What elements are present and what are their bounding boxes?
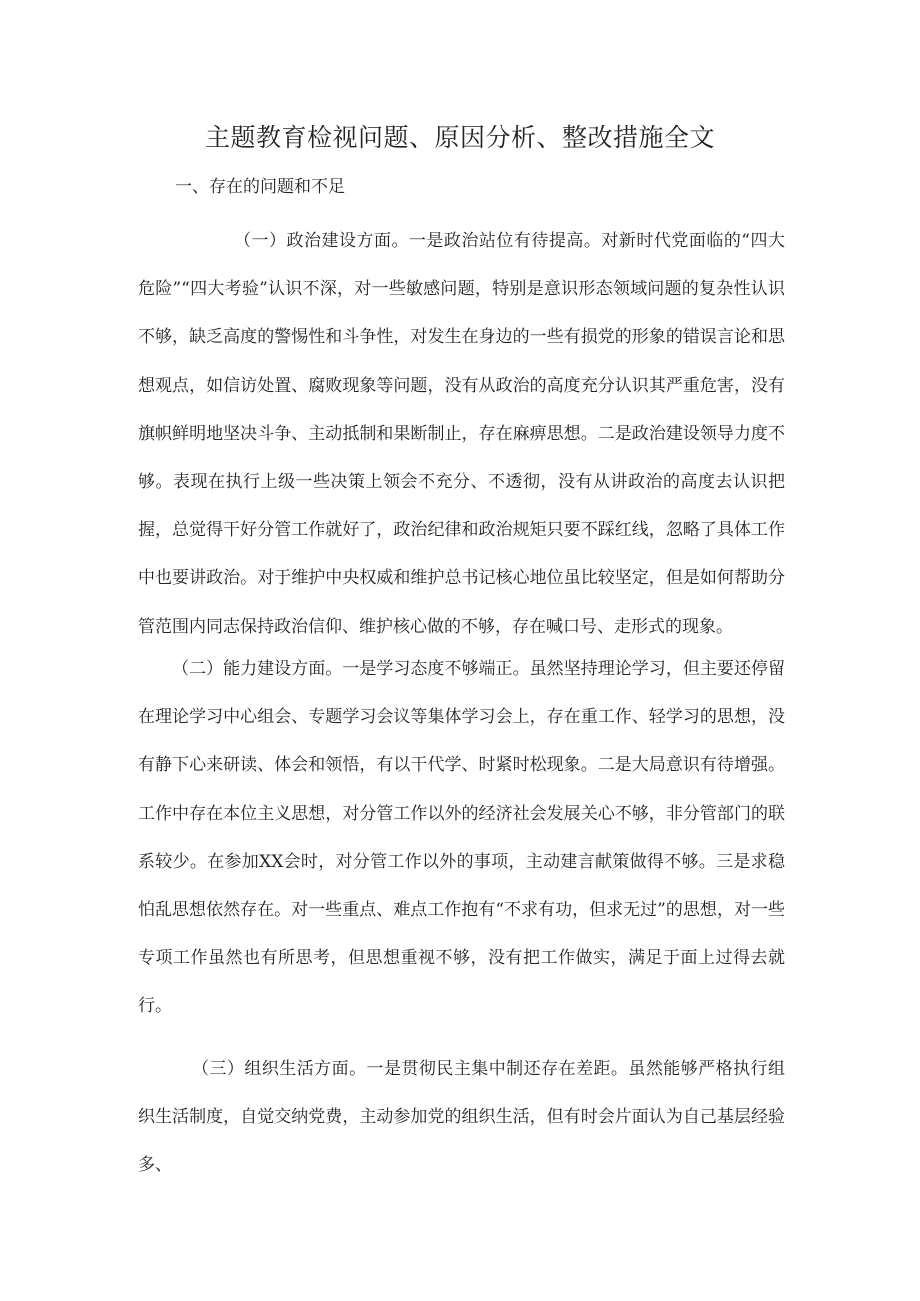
document-title: 主题教育检视问题、原因分析、整改措施全文 xyxy=(204,123,715,152)
section-heading: 一、存在的问题和不足 xyxy=(175,177,345,197)
paragraph-organizational-life: （三）组织生活方面。一是贯彻民主集中制还存在差距。虽然能够严格执行组织生活制度，自觉交纳党费，主动参加党的组织生活，但有时会片面认为自己基层经验多、 xyxy=(138,1059,785,1176)
paragraph-capability-construction: （二）能力建设方面。一是学习态度不够端正。虽然坚持理论学习，但主要还停留在理论学习中心组会、专题学习会议等集体学习会上，存在重工作、轻学习的思想，没有静下心来研读、体会和领悟，有以干代学、时紧时松现象。二是大局意识有待增强。工作中存在本位主义思想，对分管工作以外的经济社会发展关心不够，非分管部门的联系较少。在参加XX会时，对分管工作以外的事项，主动建言献策做得不够。三是求稳怕乱思想依然存在。对一些重点、难点工作抱有“不求有功，但求无过”的思想，对一些专项工作虽然也有所思考，但思想重视不够，没有把工作做实，满足于面上过得去就行。 xyxy=(138,659,785,1017)
paragraph-political-construction: （一）政治建设方面。一是政治站位有待提高。对新时代党面临的“四大危险”“四大考验”认识不深，对一些敏感问题，特别是意识形态领域问题的复杂性认识不够，缺乏高度的警惕性和斗争性，对发生在身边的一些有损党的形象的错误言论和思想观点，如信访处置、腐败现象等问题，没有从政治的高度充分认识其严重危害，没有旗帜鲜明地坚决斗争、主动抵制和果断制止，存在麻痹思想。二是政治建设领导力度不够。表现在执行上级一些决策上领会不充分、不透彻，没有从讲政治的高度去认识把握，总觉得干好分管工作就好了，政治纪律和政治规矩只要不踩红线，忽略了具体工作中也要讲政治。对于维护中央权威和维护总书记核心地位虽比较坚定，但是如何帮助分管范围内同志保持政治信仰、维护核心做的不够，存在喊口号、走形式的现象。 xyxy=(138,231,785,637)
